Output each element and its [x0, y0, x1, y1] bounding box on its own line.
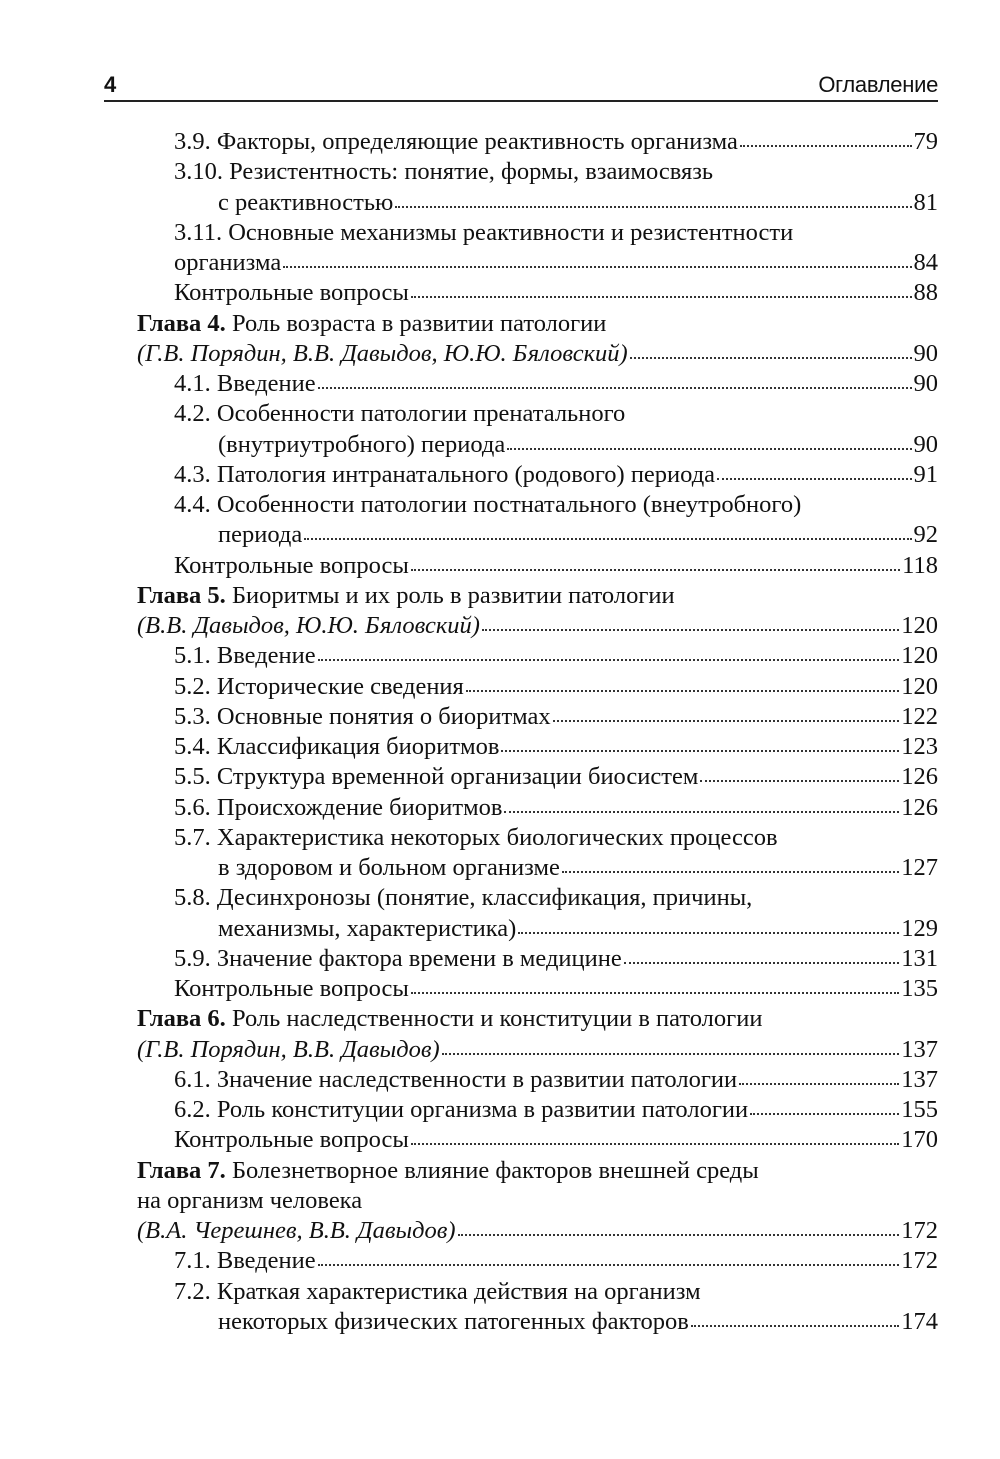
- toc-entry-text: организма: [174, 249, 282, 276]
- toc-entry-title: [174, 974, 409, 1004]
- dot-leader: [458, 1230, 900, 1236]
- toc-page-number: 126: [901, 763, 938, 791]
- toc-entry: [137, 914, 938, 944]
- toc-entry: [137, 1186, 938, 1216]
- toc-entry-title: [174, 218, 793, 248]
- dot-leader: [411, 1139, 899, 1145]
- toc-entry-title: [137, 309, 606, 339]
- toc-entry-text: Роль наследственности и конституции в патологии: [225, 1005, 763, 1033]
- toc-entry-title: [174, 793, 502, 823]
- toc-entry-title: [137, 1216, 456, 1246]
- dot-leader: [507, 444, 911, 450]
- toc-entry: [137, 944, 938, 974]
- toc-page-number: 79: [913, 128, 938, 155]
- toc-entry-text: 5.1. Введение: [174, 642, 316, 670]
- toc-entry-text: 5.4. Классификация биоритмов: [174, 733, 500, 760]
- toc-entry-title: [137, 1156, 759, 1186]
- toc-entry-title: [137, 339, 628, 369]
- dot-leader: [411, 988, 899, 994]
- toc-entry-title: [137, 581, 675, 611]
- dot-leader: [466, 686, 899, 692]
- toc-entry-text: 3.9. Факторы, определяющие реактивность организма: [174, 128, 738, 155]
- toc-page-number: 120: [901, 612, 938, 639]
- running-header: [104, 68, 938, 102]
- toc-entry-title: [218, 1307, 689, 1337]
- toc-entry-text: 6.1. Значение наследственности в развитии патологии: [174, 1065, 738, 1093]
- toc-entry: [137, 762, 938, 792]
- toc-entry: [137, 309, 938, 339]
- toc-entry-title: [174, 1065, 737, 1095]
- toc-page-number: 123: [901, 733, 938, 760]
- toc-entry-text: Контрольные вопросы: [174, 1126, 409, 1154]
- toc-entry: [137, 1277, 938, 1307]
- toc-page-number: 131: [901, 944, 938, 972]
- toc-entry: [137, 581, 938, 611]
- toc-page-number: 127: [901, 854, 938, 881]
- toc-entry-title: [174, 399, 625, 429]
- toc-page-number: 172: [901, 1217, 938, 1244]
- toc-entry-title: [218, 520, 302, 550]
- toc-entry-text: 6.2. Роль конституции организма в развитии патологии: [174, 1096, 749, 1123]
- dot-leader: [750, 1109, 899, 1115]
- dot-leader: [624, 958, 900, 964]
- toc-entry-title: [218, 188, 393, 218]
- toc-entry-text: 7.1. Введение: [174, 1247, 316, 1275]
- chapter-authors: (Г.В. Порядин, В.В. Давыдов): [137, 1035, 440, 1063]
- toc-entry: [137, 1095, 938, 1125]
- toc-entry-text: (внутриутробного) периода: [218, 430, 506, 458]
- toc-page-number: 91: [913, 460, 938, 488]
- toc-entry: [137, 490, 938, 520]
- toc-entry: [137, 551, 938, 581]
- toc-entry: [137, 793, 938, 823]
- dot-leader: [395, 202, 911, 208]
- toc-page-number: 155: [901, 1096, 938, 1123]
- toc-entry-title: [174, 460, 715, 490]
- toc-entry-text: 3.11. Основные механизмы реактивности и резистентности: [174, 218, 794, 246]
- toc-entry-text: 5.9. Значение фактора времени в медицине: [174, 944, 622, 972]
- toc-entry-title: [174, 641, 316, 671]
- toc-entry: [137, 1125, 938, 1155]
- toc-entry-text: 4.3. Патология интранатального (родового) периода: [174, 460, 716, 488]
- toc-entry-title: [174, 702, 551, 732]
- toc-entry: [137, 1065, 938, 1095]
- toc-entry-text: Контрольные вопросы: [174, 551, 409, 579]
- toc-page-number: 122: [901, 702, 938, 730]
- dot-leader: [700, 776, 899, 782]
- toc-entry-text: 5.5. Структура временной организации биосистем: [174, 763, 699, 791]
- toc-entry: [137, 974, 938, 1004]
- toc-entry: [137, 641, 938, 671]
- dot-leader: [501, 746, 899, 752]
- toc-entry-title: [137, 1035, 440, 1065]
- toc-page-number: 170: [901, 1126, 938, 1154]
- toc-entry-title: [174, 248, 281, 278]
- toc-entry: [137, 520, 938, 550]
- toc-entry-title: [137, 1004, 762, 1034]
- toc-entry-text: с реактивностью: [218, 188, 394, 216]
- dot-leader: [318, 1260, 900, 1266]
- toc-entry-title: [174, 883, 752, 913]
- toc-page-number: 129: [901, 914, 938, 942]
- toc-entry: [137, 339, 938, 369]
- running-title: Оглавление: [818, 72, 938, 97]
- dot-leader: [318, 383, 912, 389]
- toc-entry-text: 4.4. Особенности патологии постнатального (внеутробного): [174, 491, 802, 518]
- toc-page-number: 172: [901, 1247, 938, 1275]
- table-of-contents: [137, 127, 938, 1337]
- toc-entry-text: механизмы, характеристика): [218, 914, 517, 942]
- toc-entry-title: [174, 127, 738, 157]
- chapter-authors: (В.В. Давыдов, Ю.Ю. Бяловский): [137, 612, 480, 639]
- toc-page-number: 137: [901, 1065, 938, 1093]
- toc-entry-text: Контрольные вопросы: [174, 975, 409, 1002]
- toc-page-number: 84: [913, 249, 938, 276]
- toc-entry: [137, 732, 938, 762]
- toc-entry-title: [174, 1246, 316, 1276]
- toc-entry-title: [174, 672, 464, 702]
- toc-page-number: 81: [913, 188, 938, 216]
- toc-page-number: 90: [913, 430, 938, 458]
- toc-page-number: 118: [902, 551, 938, 579]
- toc-entry-title: [218, 914, 516, 944]
- toc-page-number: 90: [913, 339, 938, 367]
- toc-entry-title: [174, 551, 409, 581]
- toc-entry: [137, 702, 938, 732]
- toc-entry: [137, 218, 938, 248]
- chapter-label: Глава 5.: [137, 581, 226, 609]
- toc-entry-text: некоторых физических патогенных факторов: [218, 1307, 689, 1335]
- toc-entry: [137, 369, 938, 399]
- toc-entry: [137, 883, 938, 913]
- dot-leader: [717, 474, 911, 480]
- toc-entry-text: Биоритмы и их роль в развитии патологии: [225, 581, 675, 609]
- toc-entry-text: 5.3. Основные понятия о биоритмах: [174, 702, 551, 730]
- toc-entry: [137, 1216, 938, 1246]
- toc-entry-title: [218, 430, 505, 460]
- toc-entry-title: [174, 732, 499, 762]
- dot-leader: [562, 867, 899, 873]
- dot-leader: [304, 534, 911, 540]
- toc-entry-title: [137, 611, 480, 641]
- chapter-authors: (Г.В. Порядин, В.В. Давыдов, Ю.Ю. Бяловский): [137, 339, 628, 367]
- toc-entry: [137, 1035, 938, 1065]
- toc-entry: [137, 157, 938, 187]
- toc-entry-text: 4.2. Особенности патологии пренатального: [174, 400, 626, 428]
- toc-entry: [137, 399, 938, 429]
- toc-entry: [137, 672, 938, 702]
- toc-entry-title: [174, 490, 801, 520]
- toc-entry-text: на организм человека: [137, 1186, 363, 1214]
- toc-entry-text: в здоровом и больном организме: [218, 854, 560, 881]
- chapter-label: Глава 4.: [137, 309, 226, 337]
- toc-entry-title: [174, 369, 316, 399]
- toc-page-number: 174: [901, 1307, 938, 1335]
- toc-entry-text: Роль возраста в развитии патологии: [225, 309, 607, 337]
- toc-page-number: 88: [913, 279, 938, 307]
- toc-entry-text: 7.2. Краткая характеристика действия на организм: [174, 1277, 701, 1305]
- toc-entry: [137, 853, 938, 883]
- toc-entry: [137, 1246, 938, 1276]
- dot-leader: [740, 141, 912, 147]
- dot-leader: [504, 807, 899, 813]
- toc-entry: [137, 1156, 938, 1186]
- toc-page-number: 120: [901, 672, 938, 700]
- toc-entry-text: 5.8. Десинхронозы (понятие, классификация, причины,: [174, 884, 753, 912]
- toc-entry: [137, 248, 938, 278]
- toc-entry: [137, 611, 938, 641]
- toc-page-number: 92: [913, 521, 938, 549]
- toc-entry-title: [174, 1125, 409, 1155]
- toc-entry-text: периода: [218, 521, 303, 549]
- toc-page-number: 120: [901, 642, 938, 670]
- toc-entry-text: Контрольные вопросы: [174, 279, 409, 307]
- toc-entry-title: [174, 823, 778, 853]
- toc-entry-text: 5.7. Характеристика некоторых биологических процессов: [174, 823, 778, 851]
- dot-leader: [630, 353, 912, 359]
- toc-entry: [137, 823, 938, 853]
- toc-entry-title: [218, 853, 560, 883]
- dot-leader: [442, 1049, 900, 1055]
- dot-leader: [482, 625, 899, 631]
- toc-entry-title: [174, 1095, 748, 1125]
- dot-leader: [518, 928, 899, 934]
- toc-entry: [137, 1004, 938, 1034]
- toc-page-number: 135: [901, 975, 938, 1002]
- toc-entry: [137, 278, 938, 308]
- chapter-label: Глава 6.: [137, 1005, 226, 1033]
- page-number: 4: [104, 72, 117, 97]
- toc-entry-title: [174, 944, 622, 974]
- toc-page-number: 137: [901, 1035, 938, 1063]
- chapter-authors: (В.А. Черешнев, В.В. Давыдов): [137, 1217, 456, 1244]
- dot-leader: [411, 292, 912, 298]
- toc-entry-text: 4.1. Введение: [174, 370, 316, 397]
- chapter-label: Глава 7.: [137, 1156, 226, 1184]
- toc-entry: [137, 460, 938, 490]
- toc-entry-text: Болезнетворное влияние факторов внешней среды: [225, 1156, 759, 1184]
- toc-entry: [137, 1307, 938, 1337]
- toc-entry-text: 5.2. Исторические сведения: [174, 672, 464, 700]
- dot-leader: [739, 1079, 899, 1085]
- toc-page-number: 90: [913, 370, 938, 397]
- toc-entry: [137, 430, 938, 460]
- dot-leader: [691, 1321, 899, 1327]
- toc-entry-title: [174, 157, 713, 187]
- toc-entry-title: [137, 1186, 362, 1216]
- toc-entry: [137, 188, 938, 218]
- toc-entry: [137, 127, 938, 157]
- toc-entry-title: [174, 1277, 701, 1307]
- toc-entry-text: 3.10. Резистентность: понятие, формы, взаимосвязь: [174, 158, 714, 186]
- toc-entry-text: 5.6. Происхождение биоритмов: [174, 793, 503, 821]
- dot-leader: [411, 565, 900, 571]
- toc-entry-title: [174, 762, 698, 792]
- toc-page-number: 126: [901, 793, 938, 821]
- dot-leader: [283, 262, 911, 268]
- toc-entry-title: [174, 278, 409, 308]
- dot-leader: [553, 716, 900, 722]
- dot-leader: [318, 655, 900, 661]
